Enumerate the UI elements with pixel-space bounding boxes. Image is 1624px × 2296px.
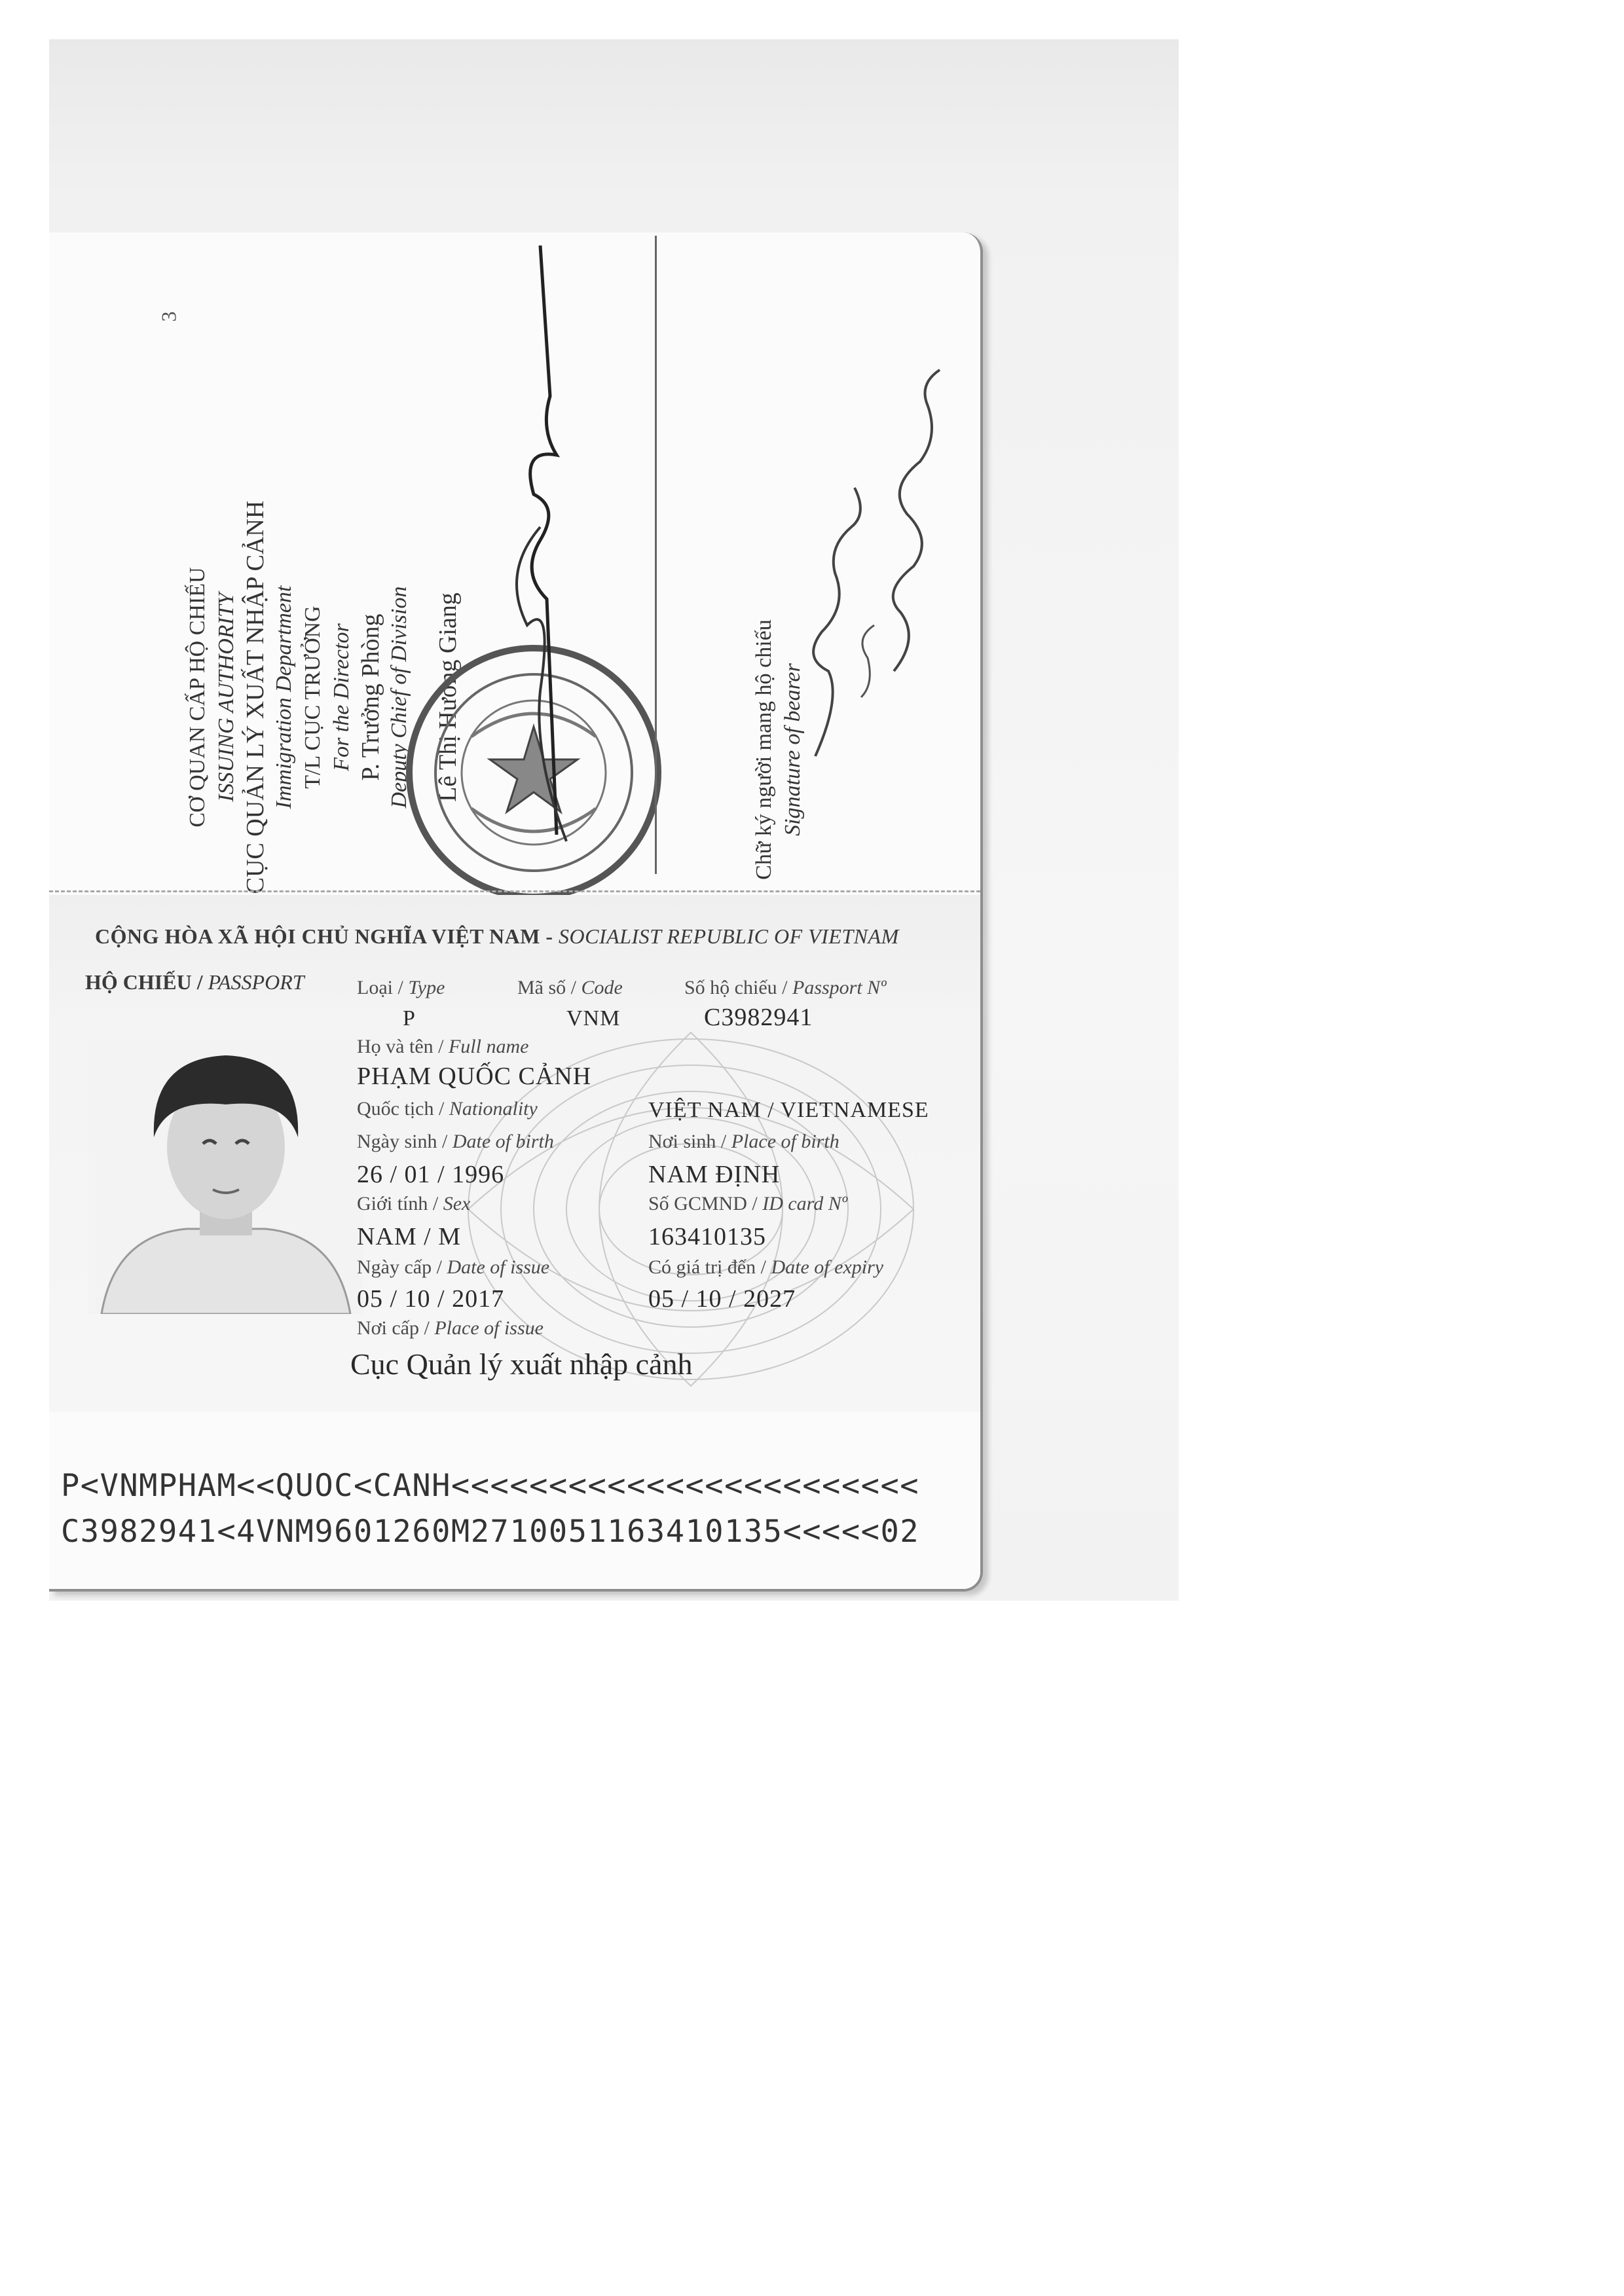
bearer-signature-label-vi: Chữ ký người mang hộ chiếu	[752, 619, 776, 880]
full-name-label: Họ và tên / Full name	[357, 1036, 529, 1057]
deputy-vi: P. Trưởng Phòng	[357, 613, 384, 781]
bearer-signature-label-en: Signature of bearer	[781, 663, 805, 836]
issuing-authority-en: ISSUING AUTHORITY	[214, 592, 238, 802]
director-vi: T/L CỤC TRƯỞNG	[301, 606, 325, 789]
machine-readable-zone	[49, 1412, 980, 1589]
holder-photo	[88, 1039, 363, 1314]
type-value: P	[403, 1006, 416, 1030]
code-value: VNM	[566, 1006, 621, 1030]
id-card-value: 163410135	[648, 1223, 766, 1250]
date-of-expiry-value: 05 / 10 / 2027	[648, 1285, 796, 1313]
passport-number-value: C3982941	[704, 1004, 813, 1031]
passport-document	[49, 232, 983, 1592]
department-vi: CỤC QUẢN LÝ XUẤT NHẬP CẢNH	[242, 500, 269, 894]
director-en: For the Director	[329, 623, 354, 771]
document-title-vi: HỘ CHIẾU /	[85, 970, 208, 994]
id-card-label: Số GCMND / ID card Nº	[648, 1193, 848, 1214]
document-title	[85, 970, 304, 994]
issuing-authority-vi: CƠ QUAN CẤP HỘ CHIẾU	[185, 567, 210, 828]
page-number: 3	[157, 311, 181, 322]
date-of-issue-value: 05 / 10 / 2017	[357, 1285, 505, 1313]
officer-name: Lê Thị Hương Giang	[434, 592, 462, 802]
country-name-vi: CỘNG HÒA XÃ HỘI CHỦ NGHĨA VIỆT NAM -	[95, 924, 559, 948]
date-of-issue-label: Ngày cấp / Date of issue	[357, 1256, 550, 1278]
code-label: Mã số / Code	[517, 977, 623, 998]
passport-number-label: Số hộ chiếu / Passport Nº	[684, 977, 887, 998]
signature-divider	[655, 236, 657, 874]
full-name-value: PHẠM QUỐC CẢNH	[357, 1063, 592, 1090]
page-fold	[49, 890, 980, 892]
deputy-en: Deputy Chief of Division	[387, 586, 411, 809]
passport-data-page	[49, 895, 980, 1589]
place-of-issue-value: Cục Quản lý xuất nhập cảnh	[350, 1347, 693, 1381]
country-header	[95, 924, 966, 949]
mrz-line-1: P<VNMPHAM<<QUOC<CANH<<<<<<<<<<<<<<<<<<<<<<<<	[61, 1468, 920, 1504]
country-name-en: SOCIALIST REPUBLIC OF VIETNAM	[559, 924, 899, 948]
observations-page	[49, 232, 980, 894]
bearer-signature-icon	[789, 331, 972, 789]
sex-label: Giới tính / Sex	[357, 1193, 471, 1214]
date-of-birth-label: Ngày sinh / Date of birth	[357, 1131, 554, 1152]
nationality-label: Quốc tịch / Nationality	[357, 1098, 538, 1120]
place-of-issue-label: Nơi cấp / Place of issue	[357, 1317, 544, 1339]
document-title-en: PASSPORT	[208, 970, 304, 994]
date-of-expiry-label: Có giá trị đến / Date of expiry	[648, 1256, 884, 1278]
place-of-birth-value: NAM ĐỊNH	[648, 1161, 781, 1188]
date-of-birth-value: 26 / 01 / 1996	[357, 1161, 505, 1188]
director-signature-icon	[442, 232, 612, 887]
place-of-birth-label: Nơi sinh / Place of birth	[648, 1131, 840, 1152]
mrz-line-2: C3982941<4VNM9601260M2710051163410135<<<<<02	[61, 1514, 920, 1550]
department-en: Immigration Department	[272, 585, 296, 809]
nationality-value: VIỆT NAM / VIETNAMESE	[648, 1098, 929, 1122]
sex-value: NAM / M	[357, 1223, 462, 1250]
type-label: Loại / Type	[357, 977, 445, 998]
